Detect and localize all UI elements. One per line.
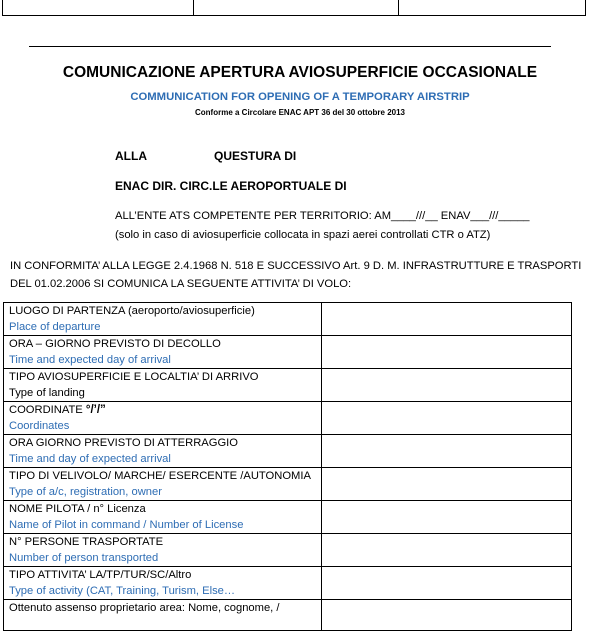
- row-label-en: Place of departure: [9, 320, 101, 333]
- row-value-field[interactable]: [322, 501, 572, 534]
- row-label-it: LUOGO DI PARTENZA (aeroporto/aviosuperficie): [9, 305, 255, 317]
- row-value-field[interactable]: [322, 336, 572, 369]
- row-label: [4, 501, 322, 534]
- flight-form-table: [3, 302, 572, 631]
- table-row: [4, 501, 572, 534]
- row-label-it: TIPO ATTIVITA’ LA/TP/TUR/SC/Altro: [9, 569, 192, 581]
- row-label: [4, 435, 322, 468]
- table-row: [4, 567, 572, 600]
- row-label: [4, 303, 322, 336]
- row-label-it: [9, 403, 321, 419]
- row-value-field[interactable]: [322, 303, 572, 336]
- table-row: [4, 534, 572, 567]
- table-row: [4, 600, 572, 631]
- row-label-en: Name of Pilot in command / Number of License: [9, 518, 244, 531]
- row-label: [4, 600, 322, 631]
- row-label-it: TIPO DI VELIVOLO/ MARCHE/ ESERCENTE /AUTONOMIA: [9, 470, 311, 482]
- row-label-en: Coordinates: [9, 419, 70, 432]
- addressee-alla: ALLA: [115, 149, 147, 163]
- row-label-en: Time and expected day of arrival: [9, 353, 171, 366]
- row-label-en: Time and day of expected arrival: [9, 452, 171, 465]
- top-cell-1: [3, 0, 194, 16]
- row-label-en: Type of activity (CAT, Training, Turism, Else…: [9, 584, 236, 597]
- row-label: [4, 534, 322, 567]
- table-row: [4, 402, 572, 435]
- conformity-note: Conforme a Circolare ENAC APT 36 del 30 ottobre 2013: [195, 108, 405, 117]
- intro-paragraph: [10, 257, 582, 293]
- row-label: [4, 336, 322, 369]
- ats-note: (solo in caso di aviosuperficie collocata in spazi aerei controllati CTR o ATZ): [115, 229, 491, 241]
- row-label: [4, 468, 322, 501]
- row-label-it: ORA GIORNO PREVISTO DI ATTERRAGGIO: [9, 437, 238, 449]
- row-label-it: N° PERSONE TRASPORTATE: [9, 536, 164, 548]
- row-value-field[interactable]: [322, 567, 572, 600]
- table-row: [4, 369, 572, 402]
- row-label-it: TIPO AVIOSUPERFICIE E LOCALTIA’ DI ARRIVO: [9, 371, 259, 383]
- addressee-enac: ENAC DIR. CIRC.LE AEROPORTUALE DI: [115, 179, 347, 193]
- document-title: COMUNICAZIONE APERTURA AVIOSUPERFICIE OCCASIONALE: [62, 64, 538, 81]
- top-table-fragment: [2, 0, 586, 16]
- row-label-it: NOME PILOTA / n° Licenza: [9, 503, 146, 515]
- table-row: [4, 435, 572, 468]
- row-value-field[interactable]: [322, 468, 572, 501]
- top-cell-3: [399, 0, 586, 16]
- header-rule: [29, 46, 551, 47]
- row-label-it: ORA – GIORNO PREVISTO DI DECOLLO: [9, 338, 221, 350]
- intro-line-1: IN CONFORMITA’ ALLA LEGGE 2.4.1968 N. 518 E SUCCESSIVO Art. 9 D. M. INFRASTRUTTURE E TRASPORTI: [10, 260, 582, 272]
- row-label-en: Type of a/c, registration, owner: [9, 485, 162, 498]
- intro-line-2: DEL 01.02.2006 SI COMUNICA LA SEGUENTE ATTIVITA’ DI VOLO:: [10, 278, 352, 290]
- coordinate-format-symbol: °/’/”: [85, 404, 106, 416]
- row-value-field[interactable]: [322, 435, 572, 468]
- table-row: [4, 336, 572, 369]
- addressee-questura: QUESTURA DI: [214, 149, 297, 163]
- row-label-en: Type of landing: [9, 386, 85, 399]
- row-label-it-text: COORDINATE: [9, 404, 86, 416]
- row-value-field[interactable]: [322, 402, 572, 435]
- row-label: [4, 402, 322, 435]
- table-row: [4, 303, 572, 336]
- row-label-en: Number of person transported: [9, 551, 159, 564]
- row-label-it: Ottenuto assenso proprietario area: Nome, cognome, /: [9, 602, 280, 614]
- row-value-field[interactable]: [322, 600, 572, 631]
- top-cell-2: [194, 0, 399, 16]
- row-label: [4, 567, 322, 600]
- row-value-field[interactable]: [322, 534, 572, 567]
- document-subtitle: COMMUNICATION FOR OPENING OF A TEMPORARY AIRSTRIP: [130, 91, 470, 103]
- table-row: [4, 468, 572, 501]
- row-value-field[interactable]: [322, 369, 572, 402]
- row-label: [4, 369, 322, 402]
- ats-line: ALL’ENTE ATS COMPETENTE PER TERRITORIO: AM____///__ ENAV___///_____: [115, 210, 530, 222]
